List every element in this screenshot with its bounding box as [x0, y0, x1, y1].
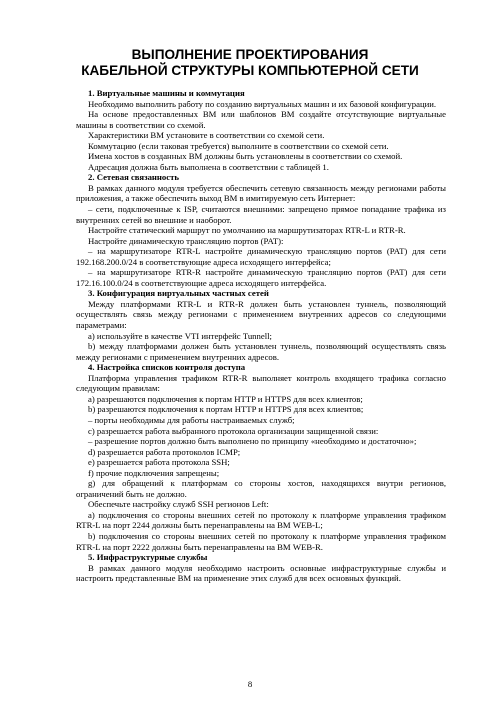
paragraph: a) подключения со стороны внешних сетей по протоколу к платформе управления трафиком RTR-L на порт 2244 должны быть перенаправлены на ВМ WEB-L; [76, 509, 446, 531]
paragraph: Имена хостов в созданных ВМ должны быть установлены в соответствии со схемой. [88, 151, 403, 162]
paragraph: e) разрешается работа протокола SSH; [88, 457, 230, 468]
paragraph: – разрешение портов должно быть выполнено по принципу «необходимо и достаточно»; [88, 436, 417, 447]
section-heading: 5. Инфраструктурные службы [88, 552, 208, 563]
paragraph: c) разрешается работа выбранного протокола организации защищенной связи: [88, 425, 379, 436]
paragraph: – на маршрутизаторе RTR-R настройте динамическую трансляцию портов (PAT) для сети 172.16.100.0/24 в соответствующие адреса исходящего интерфейса. [76, 267, 446, 288]
paragraph: Между платформами RTR-L и RTR-R должен быть установлен туннель, позволяющий осуществлять связь между регионами с применением внутренних адресов со следующими параметрами: [76, 298, 446, 331]
section-heading: 4. Настройка списков контроля доступа [88, 362, 246, 373]
paragraph: В рамках данного модуля необходимо настроить основные инфраструктурные службы и настроить представленные ВМ на применение этих служб для всех основных функций. [76, 562, 446, 584]
paragraph: Платформа управления трафиком RTR-R выполняет контроль входящего трафика согласно следующим правилам: [76, 372, 446, 394]
page-number: 8 [247, 679, 253, 689]
paragraph: Обеспечьте настройку служб SSH регионов Left: [88, 499, 269, 510]
paragraph: – порты необходимы для работы настраиваемых служб; [88, 414, 295, 425]
paragraph: Настройте статический маршрут по умолчанию на маршрутизаторах RTR-L и RTR-R. [88, 225, 406, 236]
paragraph: a) разрешаются подключения к портам HTTP и HTTPS для всех клиентов; [88, 393, 363, 404]
paragraph: b) подключения со стороны внешних сетей по протоколу к платформе управления трафиком RTR-L на порт 2222 должны быть перенаправлены на ВМ WEB-R. [76, 530, 446, 552]
paragraph: – на маршрутизаторе RTR-L настройте динамическую трансляцию портов (PAT) для сети 192.168.200.0/24 в соответствующие адреса исходящего интерфейса; [76, 246, 446, 267]
section-heading: 1. Виртуальные машины и коммутация [88, 88, 245, 98]
title-line-2: КАБЕЛЬНОЙ СТРУКТУРЫ КОМПЬЮТЕРНОЙ СЕТИ [81, 63, 419, 78]
section-heading: 2. Сетевая связанность [88, 172, 179, 183]
paragraph: d) разрешается работа протоколов ICMP; [88, 446, 241, 457]
paragraph: a) используйте в качестве VTI интерфейс Tunnell; [88, 330, 272, 341]
paragraph: В рамках данного модуля требуется обеспечить сетевую связанность между регионами работы приложения, а также обеспечить выход ВМ в имитируемую сеть Интернет: [76, 182, 446, 204]
paragraph: Коммутацию (если таковая требуется) выполните в соответствии со схемой сети. [88, 140, 389, 151]
paragraph: На основе предоставленных ВМ или шаблонов ВМ создайте отсутствующие виртуальные машины в соответствии со схемой. [76, 109, 446, 130]
paragraph: b) между платформами должен быть установлен туннель, позволяющий осуществлять связь между регионами с применением внутренних адресов. [76, 341, 446, 362]
paragraph: Настройте динамическую трансляцию портов (PAT): [88, 235, 284, 246]
paragraph: b) разрешаются подключения к портам HTTP и HTTPS для всех клиентов; [88, 404, 364, 415]
paragraph: – сети, подключенные к ISP, считаются внешними: запрещено прямое попадание трафика из внутренних сетей во внешние и наоборот. [76, 204, 446, 225]
paragraph: g) для обращений к платформам со стороны хостов, находящихся внутри регионов, ограничений быть не должно. [76, 478, 446, 499]
document-body [76, 88, 446, 584]
document-title [0, 47, 500, 79]
title-line-1: ВЫПОЛНЕНИЕ ПРОЕКТИРОВАНИЯ [131, 47, 369, 62]
paragraph: Необходимо выполнить работу по созданию виртуальных машин и их базовой конфигурации. [88, 98, 437, 109]
paragraph: Адресация должна быть выполнена в соответствии с таблицей 1. [88, 161, 329, 172]
paragraph: Характеристики ВМ установите в соответствии со схемой сети. [88, 130, 325, 141]
section-heading: 3. Конфигурация виртуальных частных сетей [88, 288, 269, 299]
paragraph: f) прочие подключения запрещены; [88, 467, 220, 478]
